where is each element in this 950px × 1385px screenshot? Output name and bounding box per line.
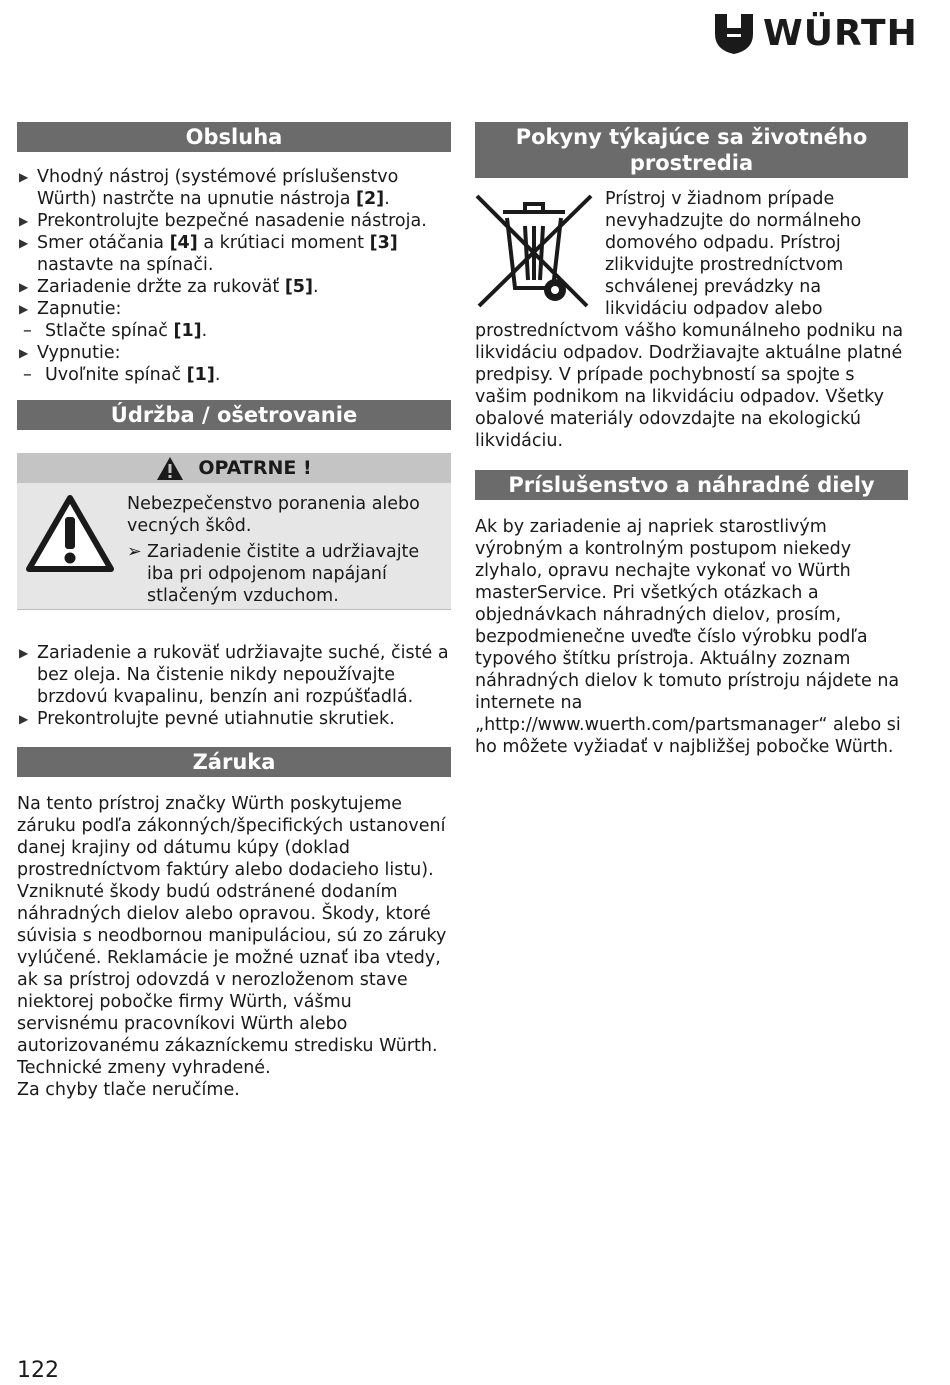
item-text: Smer otáčania [37, 233, 170, 253]
triangle-bullet-icon: ▶ [19, 346, 29, 360]
warning-triangle-icon [156, 456, 184, 481]
udrzba-list [17, 642, 451, 730]
caution-box [17, 453, 451, 610]
item-text: Prekontrolujte bezpečné nasadenie nástroja. [37, 211, 427, 231]
brand-name: WÜRTH [763, 13, 918, 54]
bullet-item [17, 298, 451, 320]
section-heading-parts: Príslušenstvo a náhradné diely [475, 470, 908, 500]
item-text: a krútiaci moment [197, 233, 370, 253]
environment-text: Prístroj v žiadnom prípade nevyhadzujte do normálneho domového odpadu. Prístroj zlikvidujte prostredníctvom schválenej prevádzky na likvidáciu odpadov alebo prostredníctvom vášho komunálneho podniku na likvidáciu odpadov. Dodržiavajte aktuálne platné predpisy. V prípade pochybností sa spojte s vašim podnikom na likvidáciu odpadov. Všetky obalové materiály odovzdajte na ekologickú likvidáciu. [475, 189, 904, 451]
print-errors-note: Za chyby tlače neručíme. [17, 1080, 240, 1100]
dash-item [17, 364, 451, 386]
page-number: 122 [17, 1358, 59, 1383]
obsluha-list [17, 166, 451, 386]
bullet-item [17, 210, 451, 232]
reference-number: [2] [356, 189, 385, 209]
item-text: Vhodný nástroj (systémové príslušenstvo Würth) nastrčte na upnutie nástroja [37, 167, 399, 209]
section-heading-environment: Pokyny týkajúce sa životného prostredia [475, 122, 908, 178]
triangle-bullet-icon: ▶ [19, 302, 29, 316]
item-text: Stlačte spínač [45, 321, 174, 341]
triangle-bullet-icon: ▶ [19, 280, 29, 294]
bullet-item [17, 232, 451, 276]
wurth-logo [715, 14, 918, 54]
right-column [475, 122, 908, 758]
section-heading-zaruka: Záruka [17, 747, 451, 777]
caution-label: OPATRNE ! [198, 457, 312, 479]
warranty-text: Na tento prístroj značky Würth poskytujeme záruku podľa zákonných/špecifických ustanovení danej krajiny od dátumu kúpy (doklad prostredníctvom faktúry alebo dodacieho listu). Vzniknuté škody budú odstránené dodaním náhradných dielov alebo opravou. Škody, ktoré súvisia s neodbornou manipuláciou, sú zo záruky vylúčené. Reklamácie je možné uznať iba vtedy, ak sa prístroj odovzdá v nerozloženom stave niektorej pobočke firmy Würth, vášmu servisnému pracovníkovi Würth alebo autorizovanému zákazníckemu stredisku Würth. Technické zmeny vyhradené. [17, 794, 447, 1078]
environment-block [475, 188, 908, 452]
item-text: Zariadenie držte za rukoväť [37, 277, 285, 297]
caution-body [17, 483, 451, 609]
caution-text: Nebezpečenstvo poranenia alebo vecných škôd. [127, 494, 420, 536]
dash-marker-icon: – [23, 365, 32, 385]
caution-instruction [127, 541, 441, 607]
arrow-marker-icon: ➢ [127, 542, 142, 562]
reference-number: [1] [173, 321, 202, 341]
item-text: . [313, 277, 319, 297]
triangle-bullet-icon: ▶ [19, 170, 29, 184]
reference-number: [4] [169, 233, 198, 253]
bullet-item [17, 342, 451, 364]
item-text: Zariadenie a rukoväť udržiavajte suché, čisté a bez oleja. Na čistenie nikdy nepoužívajte brzdovú kvapalinu, benzín ani rozpúšťadlá. [37, 643, 449, 707]
caution-content [127, 493, 441, 607]
parts-text: Ak by zariadenie aj napriek starostlivým výrobným a kontrolným postupom niekedy zlyhalo, opravu nechajte vykonať vo Würth masterService. Pri všetkých otázkach a objednávkach náhradných dielov, prosím, bezpodmienečne uveďte číslo výrobku podľa typového štítku prístroja. Aktuálny zoznam náhradných dielov k tomuto prístroju nájdete na internete na „http://www.wuerth.com/partsmanager“ alebo si ho môžete vyžiadať v najbližšej pobočke Würth. [475, 517, 901, 757]
wurth-emblem-icon [715, 14, 753, 54]
dash-marker-icon: – [23, 321, 32, 341]
item-text: Uvoľnite spínač [45, 365, 187, 385]
dash-item [17, 320, 451, 342]
reference-number: [1] [186, 365, 215, 385]
crossed-out-bin-icon [475, 192, 593, 310]
bullet-item [17, 642, 451, 708]
left-column [17, 122, 451, 1101]
item-text: . [214, 365, 221, 385]
caution-header [17, 453, 451, 483]
triangle-bullet-icon: ▶ [19, 214, 29, 228]
item-text: . [384, 189, 390, 209]
bullet-item [17, 276, 451, 298]
reference-number: [5] [284, 277, 313, 297]
item-text: Zapnutie: [37, 299, 122, 319]
triangle-bullet-icon: ▶ [19, 646, 29, 660]
section-heading-udrzba: Údržba / ošetrovanie [17, 400, 451, 430]
reference-number: [3] [369, 233, 398, 253]
item-text: . [201, 321, 208, 341]
warning-icon [25, 493, 115, 573]
item-text: Prekontrolujte pevné utiahnutie skrutiek. [37, 709, 395, 729]
caution-instruction-text: Zariadenie čistite a udržiavajte iba pri odpojenom napájaní stlačeným vzduchom. [147, 542, 420, 606]
bullet-item [17, 166, 451, 210]
triangle-bullet-icon: ▶ [19, 712, 29, 726]
triangle-bullet-icon: ▶ [19, 236, 29, 250]
item-text: Vypnutie: [37, 343, 121, 363]
section-heading-obsluha: Obsluha [17, 122, 451, 152]
bullet-item [17, 708, 451, 730]
caution-symbol [25, 493, 127, 607]
item-text: nastavte na spínači. [37, 255, 214, 275]
